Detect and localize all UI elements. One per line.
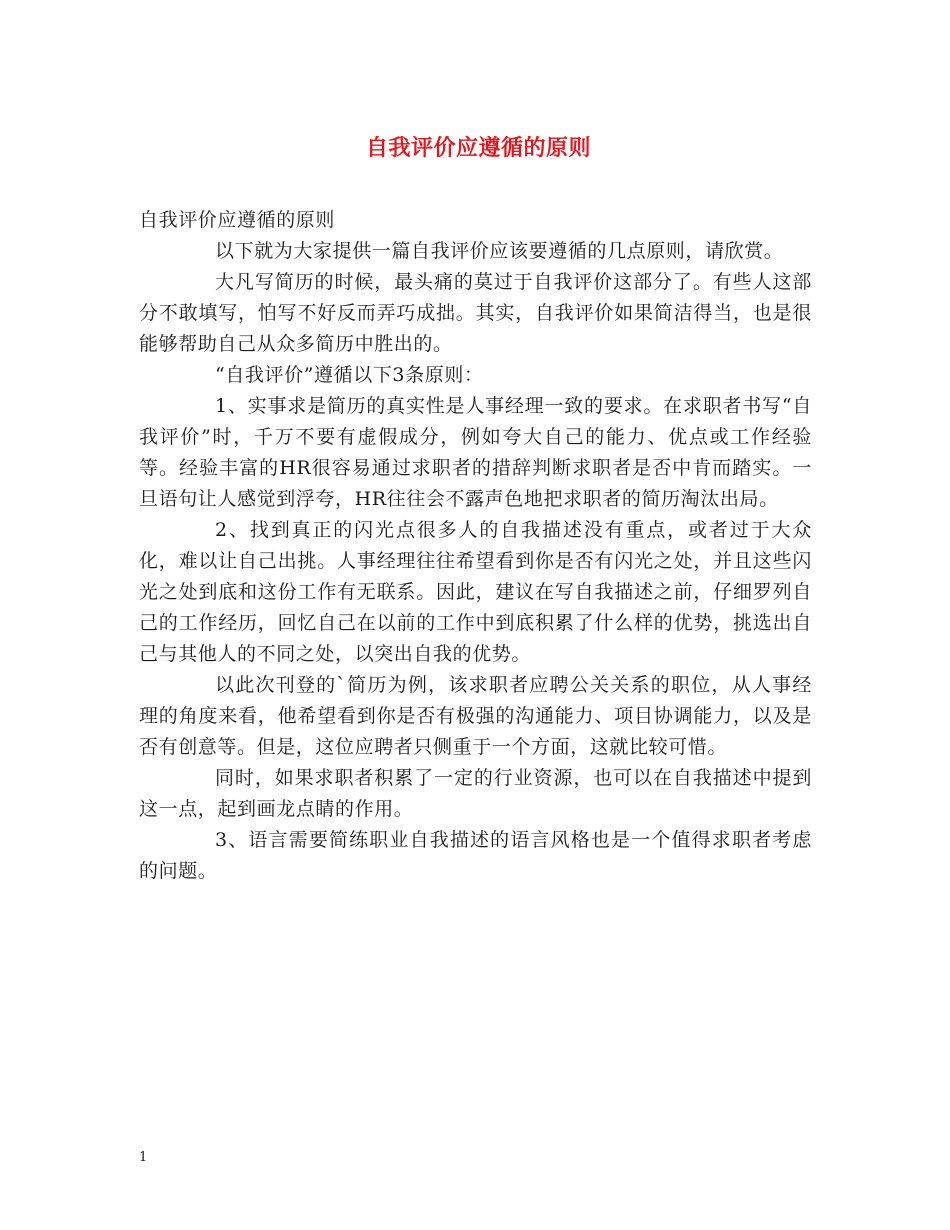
paragraph-background: 大凡写简历的时候，最头痛的莫过于自我评价这部分了。有些人这部分不敢填写，怕写不好反而弄巧成拙。其实，自我评价如果简洁得当，也是很能够帮助自己从众多简历中胜出的。 bbox=[139, 271, 812, 355]
paragraph-heading: 自我评价应遵循的原则 bbox=[139, 209, 336, 231]
page-number: 1 bbox=[139, 1150, 148, 1165]
paragraph-resources: 同时，如果求职者积累了一定的行业资源，也可以在自我描述中提到这一点，起到画龙点睛的作用。 bbox=[139, 767, 812, 820]
paragraph-principle-1: 1、实事求是简历的真实性是人事经理一致的要求。在求职者书写“自我评价”时，千万不要有虚假成分，例如夸大自己的能力、优点或工作经验等。经验丰富的HR很容易通过求职者的措辞判断求职者是否中肯而踏实。一旦语句让人感觉到浮夸，HR往往会不露声色地把求职者的简历淘汰出局。 bbox=[139, 395, 812, 510]
document-title: 自我评价应遵循的原则 bbox=[365, 135, 591, 161]
paragraph-principle-3: 3、语言需要简练职业自我描述的语言风格也是一个值得求职者考虑的问题。 bbox=[139, 829, 812, 882]
paragraph-principles-lead: “自我评价”遵循以下3条原则： bbox=[215, 364, 484, 386]
document-body bbox=[139, 205, 812, 887]
paragraph-example: 以此次刊登的`简历为例，该求职者应聘公关关系的职位，从人事经理的角度来看，他希望看到你是否有极强的沟通能力、项目协调能力，以及是否有创意等。但是，这位应聘者只侧重于一个方面，这就比较可惜。 bbox=[139, 674, 812, 758]
paragraph-principle-2: 2、找到真正的闪光点很多人的自我描述没有重点，或者过于大众化，难以让自己出挑。人事经理往往希望看到你是否有闪光之处，并且这些闪光之处到底和这份工作有无联系。因此，建议在写自我描述之前，仔细罗列自己的工作经历，回忆自己在以前的工作中到底积累了什么样的优势，挑选出自己与其他人的不同之处，以突出自我的优势。 bbox=[139, 519, 812, 665]
paragraph-intro: 以下就为大家提供一篇自我评价应该要遵循的几点原则，请欣赏。 bbox=[215, 240, 784, 262]
